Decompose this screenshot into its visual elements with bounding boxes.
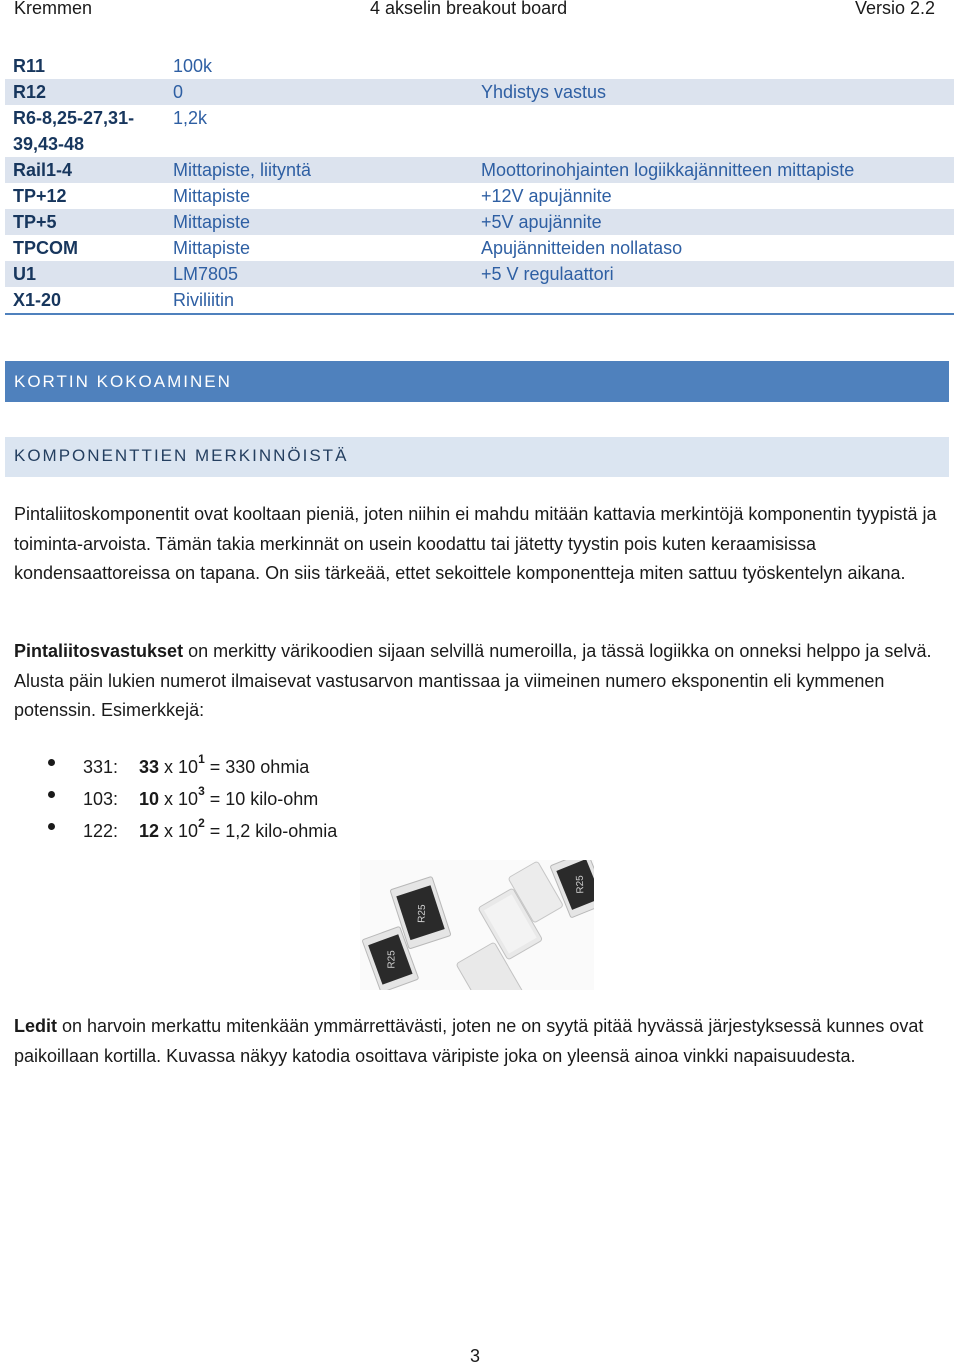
part-value: Mittapiste [173, 186, 251, 206]
led-term: Ledit [14, 1016, 57, 1036]
subsection-heading: KOMPONENTTIEN MERKINNÖISTÄ [5, 437, 949, 477]
table-row [5, 209, 954, 235]
part-ref: R6-8,25-27,31- [13, 108, 135, 128]
part-ref: R12 [5, 79, 165, 105]
example-times: x 10 [159, 789, 199, 809]
part-value [165, 131, 473, 157]
part-value: 1,2k [173, 108, 208, 128]
part-desc: Moottorinohjainten logiikkajännitteen mittapiste [473, 157, 954, 183]
svg-text:R25: R25 [574, 875, 587, 894]
header-version: Versio 2.2 [855, 0, 936, 18]
paragraph-led-polarity [14, 1012, 944, 1071]
resistor-term: Pintaliitosvastukset [14, 641, 184, 661]
example-exponent: 3 [198, 784, 205, 798]
part-value: LM7805 [165, 261, 473, 287]
part-value: 100k [173, 56, 213, 76]
table-row [5, 131, 954, 157]
page-header [0, 0, 960, 22]
section-heading: KORTIN KOKOAMINEN [5, 361, 949, 402]
example-times: x 10 [159, 757, 199, 777]
part-value: Mittapiste [173, 238, 251, 258]
list-item [48, 746, 337, 778]
part-desc: Yhdistys vastus [473, 79, 954, 105]
part-desc: Apujännitteiden nollataso [481, 238, 683, 258]
header-author: Kremmen [14, 0, 93, 18]
part-value: Mittapiste, liityntä [165, 157, 473, 183]
example-result: = 10 kilo-ohm [204, 789, 319, 809]
part-value: 0 [165, 79, 473, 105]
part-ref: TP+5 [5, 209, 165, 235]
example-exponent: 2 [198, 816, 205, 830]
resistor-text: on merkitty värikoodien sijaan selvillä numeroilla, ja tässä logiikka on onneksi helppo ja selvä. Alusta päin lukien numerot ilmaisevat vastusarvon mantissaa ja viimeinen numero eksponentin eli kymmenen potenssin. Esimerkkejä: [14, 641, 932, 721]
example-result: = 1,2 kilo-ohmia [204, 821, 338, 841]
part-ref: R11 [13, 56, 46, 76]
example-result: = 330 ohmia [204, 757, 310, 777]
part-desc [473, 105, 954, 131]
smd-resistor-image [360, 860, 594, 990]
part-ref: U1 [5, 261, 165, 287]
part-ref: Rail1-4 [5, 157, 165, 183]
table-row [5, 235, 954, 261]
paragraph-smd-markings: Pintaliitoskomponentit ovat kooltaan pieniä, joten niihin ei mahdu mitään kattavia merkintöjä komponentin tyypistä ja toiminta-arvoista. Tämän takia merkinnät on usein koodattu tai jätetty tyystin pois kuten keraamisissa kondensaattoreissa on tapana. On siis tärkeää, ettet sekoittele komponentteja miten sattuu työskentelyn aikana. [14, 504, 937, 584]
led-text: on harvoin merkattu mitenkään ymmärrettävästi, joten ne on syytä pitää hyvässä järjestyksessä kunnes ovat paikoillaan kortilla. Kuvassa näkyy katodia osoittava väripiste joka on yleensä ainoa vinkki napaisuudesta. [14, 1016, 924, 1066]
example-code: 103: [83, 789, 119, 809]
example-times: x 10 [159, 821, 199, 841]
table-row [5, 157, 954, 183]
header-title: 4 akselin breakout board [370, 0, 568, 18]
example-list [48, 746, 337, 842]
part-value: Riviliitin [165, 287, 473, 314]
part-ref: 39,43-48 [13, 134, 85, 154]
svg-text:R25: R25 [416, 904, 429, 924]
table-row [5, 183, 954, 209]
example-code: 331: [83, 757, 119, 777]
part-desc: +12V apujännite [481, 186, 612, 206]
part-desc [473, 53, 954, 79]
table-row [5, 287, 954, 314]
parts-table [5, 53, 954, 315]
part-desc [473, 287, 954, 314]
list-item [48, 810, 337, 842]
part-ref: X1-20 [5, 287, 165, 314]
table-row [5, 53, 954, 79]
part-value: Mittapiste [165, 209, 473, 235]
part-desc [473, 131, 954, 157]
list-item [48, 778, 337, 810]
table-row [5, 261, 954, 287]
smd-resistor-photo [360, 860, 594, 990]
table-row [5, 79, 954, 105]
part-ref: TP+12 [13, 186, 67, 206]
example-mantissa: 33 [139, 757, 160, 777]
example-mantissa: 12 [139, 821, 160, 841]
example-code: 122: [83, 821, 119, 841]
part-desc: +5 V regulaattori [473, 261, 954, 287]
table-row [5, 105, 954, 131]
part-desc: +5V apujännite [473, 209, 954, 235]
example-mantissa: 10 [139, 789, 160, 809]
example-exponent: 1 [198, 752, 205, 766]
page-number: 3 [470, 1346, 481, 1366]
part-ref: TPCOM [13, 238, 78, 258]
svg-text:R25: R25 [386, 950, 398, 969]
paragraph-resistor-codes [14, 637, 944, 726]
